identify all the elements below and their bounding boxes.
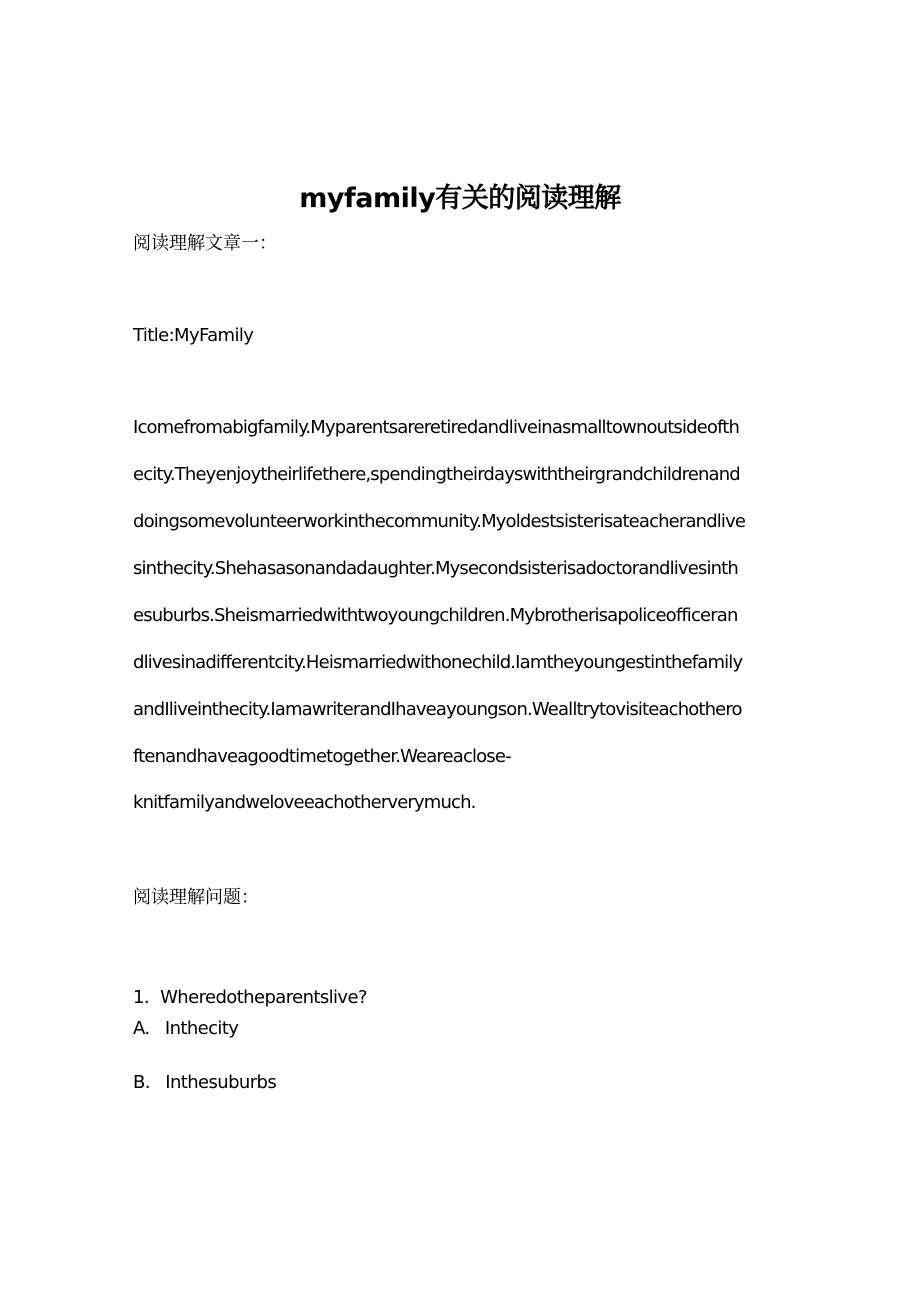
document-title: myfamily有关的阅读理解: [299, 183, 621, 214]
passage-line: knitfamilyandweloveeachotherverymuch.: [133, 792, 476, 813]
question-text: Wheredotheparentslive?: [160, 987, 367, 1008]
passage-line: ftenandhaveagoodtimetogether.Weareaclose-: [133, 746, 511, 767]
question-number: 1.: [133, 987, 149, 1008]
passage-line: Icomefromabigfamily.Myparentsareretiredandliveinasmalltownoutsideofth: [133, 417, 740, 438]
passage-line: ecity.Theyenjoytheirlifethere,spendingtheirdayswiththeirgrandchildrenand: [133, 464, 740, 485]
passage-line: andIliveinthecity.IamawriterandIhaveayoungson.Wealltrytovisiteachothero: [133, 699, 742, 720]
article-title: Title:MyFamily: [133, 325, 254, 346]
option-a: A. Inthecity: [133, 1018, 239, 1039]
option-b: B. Inthesuburbs: [133, 1072, 277, 1093]
passage-line: doingsomevolunteerworkinthecommunity.Myoldestsisterisateacherandlive: [133, 511, 746, 532]
section-label: 阅读理解文章一：: [133, 233, 277, 254]
question-1-line: [133, 985, 367, 1011]
passage-line: dlivesinadifferentcity.Heismarriedwithonechild.Iamtheyoungestinthefamily: [133, 652, 743, 673]
passage-line: sinthecity.Shehasasonandadaughter.Mysecondsisterisadoctorandlivesinth: [133, 558, 738, 579]
questions-label: 阅读理解问题：: [133, 887, 259, 908]
passage-line: esuburbs.Sheismarriedwithtwoyoungchildren.Mybrotherisapoliceofficeran: [133, 605, 738, 626]
